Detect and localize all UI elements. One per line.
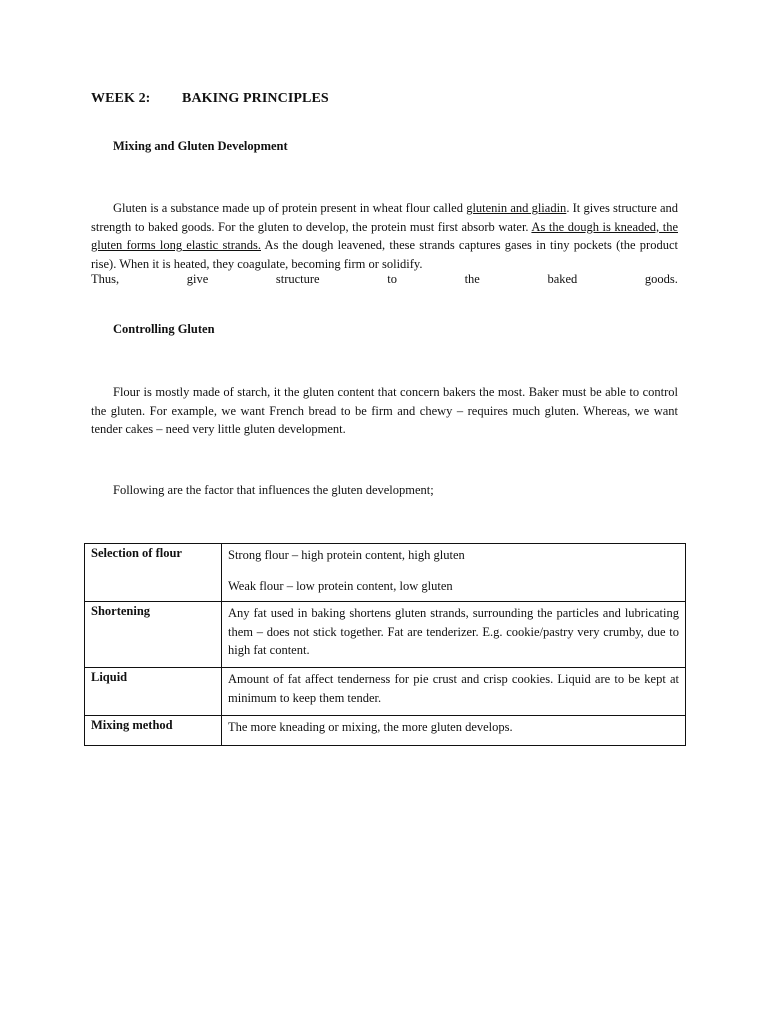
desc-line: Strong flour – high protein content, high gluten (228, 548, 465, 562)
gluten-text-3: As the dough leavened, these strands captures gases in tiny pockets (the product rise). When it is heated, they coagulate, becoming firm or solidify. (91, 238, 678, 271)
factor-description: The more kneading or mixing, the more gluten develops. (222, 716, 686, 746)
week-heading (91, 91, 329, 107)
last-line-word: give (186, 272, 209, 286)
gluten-proteins-underlined: glutenin and gliadin (466, 201, 567, 215)
gluten-text-1: Gluten is a substance made up of protein present in wheat flour called (113, 201, 467, 215)
last-line-word: Thus, (91, 272, 120, 286)
table-row (85, 602, 686, 668)
last-line-word: structure (275, 272, 320, 286)
desc-line: Weak flour – low protein content, low gluten (228, 578, 453, 593)
gluten-paragraph-last-line (91, 272, 678, 287)
table-row (85, 668, 686, 716)
table-row (85, 544, 686, 602)
factor-name: Shortening (85, 602, 222, 668)
factors-intro: Following are the factor that influences the gluten development; (113, 483, 434, 497)
section-heading-mixing: Mixing and Gluten Development (113, 139, 288, 153)
page-title: BAKING PRINCIPLES (182, 91, 329, 106)
controlling-paragraph: Flour is mostly made of starch, it the gluten content that concern bakers the most. Baker must be able to control the gluten. For example, we want French bread to be firm and chewy – requires much gluten. Whereas, we want tender cakes – need very little gluten development. (91, 385, 678, 437)
section-heading-controlling: Controlling Gluten (113, 322, 215, 336)
factor-name: Mixing method (85, 716, 222, 746)
table-row (85, 716, 686, 746)
factor-name: Liquid (85, 668, 222, 716)
gluten-paragraph (91, 199, 678, 273)
factor-description (222, 544, 686, 602)
last-line-word: the (464, 272, 480, 286)
gluten-text-2: . It gives structure and strength to baked goods. For the gluten to develop, the protein must first absorb water. (91, 201, 679, 234)
last-line-word: goods. (644, 272, 678, 286)
last-line-word: baked (547, 272, 578, 286)
week-label: WEEK 2: (91, 91, 151, 106)
kneading-underlined: As the dough is kneaded, the gluten forms long elastic strands. (91, 219, 678, 253)
factor-description: Any fat used in baking shortens gluten strands, surrounding the particles and lubricating them – does not stick together. Fat are tenderizer. E.g. cookie/pastry very crumby, due to high fat content. (222, 602, 686, 668)
factor-description: Amount of fat affect tenderness for pie crust and crisp cookies. Liquid are to be kept at minimum to keep them tender. (222, 668, 686, 716)
factor-name: Selection of flour (85, 544, 222, 602)
gluten-factors-table (84, 543, 686, 746)
last-line-word: to (387, 272, 397, 286)
